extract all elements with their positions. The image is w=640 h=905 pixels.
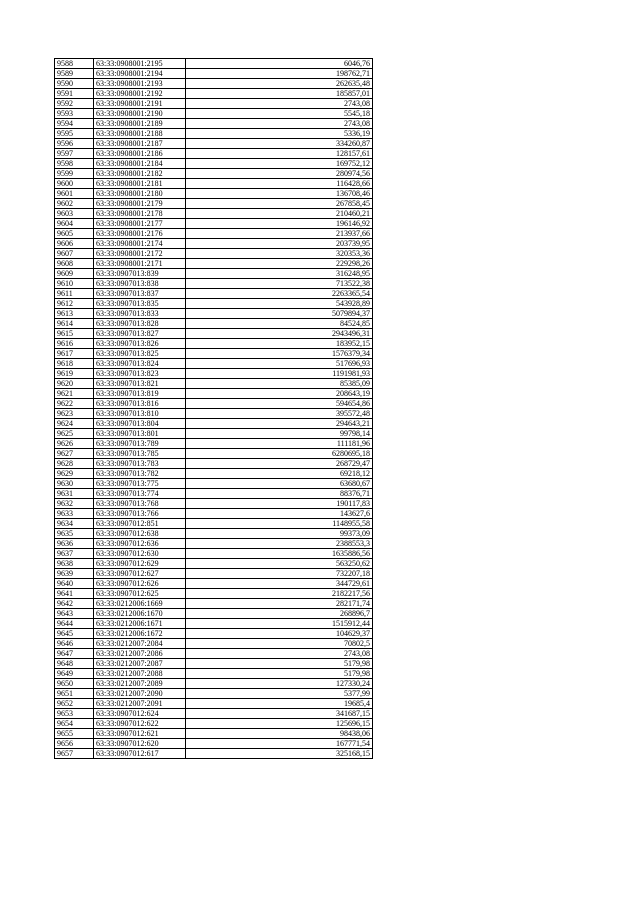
row-number: 9603 — [55, 209, 94, 219]
cadastral-value: 111181,96 — [186, 439, 373, 449]
cadastral-value: 183952,15 — [186, 339, 373, 349]
table-row — [55, 349, 373, 359]
table-row — [55, 189, 373, 199]
table-row — [55, 109, 373, 119]
cadastral-value: 19685,4 — [186, 699, 373, 709]
cadastral-value: 6046,76 — [186, 59, 373, 69]
table-row — [55, 129, 373, 139]
table-row — [55, 209, 373, 219]
cadastral-number: 63:33:0907013:826 — [94, 339, 186, 349]
row-number: 9651 — [55, 689, 94, 699]
table-row — [55, 689, 373, 699]
table-row — [55, 629, 373, 639]
cadastral-value: 1515912,44 — [186, 619, 373, 629]
row-number: 9625 — [55, 429, 94, 439]
cadastral-number: 63:33:0907013:835 — [94, 299, 186, 309]
cadastral-value: 732207,18 — [186, 569, 373, 579]
table-row — [55, 59, 373, 69]
cadastral-value: 320353,36 — [186, 249, 373, 259]
cadastral-value: 1148955,58 — [186, 519, 373, 529]
cadastral-number: 63:33:0908001:2179 — [94, 199, 186, 209]
row-number: 9623 — [55, 409, 94, 419]
cadastral-number: 63:33:0212007:2090 — [94, 689, 186, 699]
table-row — [55, 369, 373, 379]
row-number: 9648 — [55, 659, 94, 669]
cadastral-value: 2182217,56 — [186, 589, 373, 599]
cadastral-value: 1635886,56 — [186, 549, 373, 559]
row-number: 9613 — [55, 309, 94, 319]
cadastral-number: 63:33:0907013:789 — [94, 439, 186, 449]
row-number: 9599 — [55, 169, 94, 179]
row-number: 9638 — [55, 559, 94, 569]
row-number: 9644 — [55, 619, 94, 629]
cadastral-value-table — [54, 58, 373, 759]
table-row — [55, 569, 373, 579]
cadastral-number: 63:33:0908001:2172 — [94, 249, 186, 259]
row-number: 9610 — [55, 279, 94, 289]
table-row — [55, 89, 373, 99]
row-number: 9614 — [55, 319, 94, 329]
cadastral-value: 5545,18 — [186, 109, 373, 119]
cadastral-value: 99373,09 — [186, 529, 373, 539]
cadastral-number: 63:33:0908001:2182 — [94, 169, 186, 179]
cadastral-value: 125696,15 — [186, 719, 373, 729]
table-row — [55, 249, 373, 259]
table-row — [55, 329, 373, 339]
cadastral-number: 63:33:0907012:622 — [94, 719, 186, 729]
table-row — [55, 719, 373, 729]
cadastral-number: 63:33:0907013:801 — [94, 429, 186, 439]
cadastral-value: 282171,74 — [186, 599, 373, 609]
cadastral-value: 116428,66 — [186, 179, 373, 189]
table-row — [55, 259, 373, 269]
cadastral-number: 63:33:0907013:823 — [94, 369, 186, 379]
cadastral-number: 63:33:0908001:2184 — [94, 159, 186, 169]
table-row — [55, 139, 373, 149]
cadastral-value: 128157,61 — [186, 149, 373, 159]
cadastral-number: 63:33:0907012:626 — [94, 579, 186, 589]
cadastral-value: 2388553,3 — [186, 539, 373, 549]
table-row — [55, 309, 373, 319]
row-number: 9627 — [55, 449, 94, 459]
table-row — [55, 709, 373, 719]
cadastral-number: 63:33:0907013:810 — [94, 409, 186, 419]
row-number: 9604 — [55, 219, 94, 229]
row-number: 9654 — [55, 719, 94, 729]
cadastral-number: 63:33:0908001:2192 — [94, 89, 186, 99]
cadastral-number: 63:33:0908001:2171 — [94, 259, 186, 269]
row-number: 9593 — [55, 109, 94, 119]
row-number: 9632 — [55, 499, 94, 509]
table-row — [55, 729, 373, 739]
cadastral-value: 262635,48 — [186, 79, 373, 89]
cadastral-number: 63:33:0907013:828 — [94, 319, 186, 329]
cadastral-value: 213937,66 — [186, 229, 373, 239]
cadastral-number: 63:33:0212006:1671 — [94, 619, 186, 629]
table-row — [55, 609, 373, 619]
table-row — [55, 579, 373, 589]
cadastral-value: 517696,93 — [186, 359, 373, 369]
row-number: 9609 — [55, 269, 94, 279]
cadastral-value: 88376,71 — [186, 489, 373, 499]
table-row — [55, 479, 373, 489]
table-row — [55, 739, 373, 749]
table-row — [55, 219, 373, 229]
cadastral-number: 63:33:0907013:766 — [94, 509, 186, 519]
row-number: 9606 — [55, 239, 94, 249]
table-row — [55, 659, 373, 669]
cadastral-value: 594654,86 — [186, 399, 373, 409]
row-number: 9626 — [55, 439, 94, 449]
row-number: 9612 — [55, 299, 94, 309]
table-row — [55, 79, 373, 89]
cadastral-number: 63:33:0908001:2188 — [94, 129, 186, 139]
cadastral-value: 316248,95 — [186, 269, 373, 279]
cadastral-number: 63:33:0907012:620 — [94, 739, 186, 749]
row-number: 9590 — [55, 79, 94, 89]
row-number: 9647 — [55, 649, 94, 659]
cadastral-value: 70802,5 — [186, 639, 373, 649]
cadastral-number: 63:33:0212006:1670 — [94, 609, 186, 619]
cadastral-value: 196146,92 — [186, 219, 373, 229]
table-row — [55, 379, 373, 389]
table-row — [55, 99, 373, 109]
cadastral-value: 5079894,37 — [186, 309, 373, 319]
table-row — [55, 499, 373, 509]
cadastral-number: 63:33:0907013:833 — [94, 309, 186, 319]
cadastral-value: 268729,47 — [186, 459, 373, 469]
row-number: 9630 — [55, 479, 94, 489]
row-number: 9615 — [55, 329, 94, 339]
cadastral-number: 63:33:0212007:2091 — [94, 699, 186, 709]
cadastral-number: 63:33:0907012:638 — [94, 529, 186, 539]
cadastral-value: 185857,01 — [186, 89, 373, 99]
table-row — [55, 699, 373, 709]
cadastral-value: 294643,21 — [186, 419, 373, 429]
row-number: 9588 — [55, 59, 94, 69]
row-number: 9602 — [55, 199, 94, 209]
cadastral-value: 2943496,31 — [186, 329, 373, 339]
cadastral-number: 63:33:0907013:768 — [94, 499, 186, 509]
cadastral-value: 84524,85 — [186, 319, 373, 329]
cadastral-value: 2743,08 — [186, 649, 373, 659]
cadastral-value: 98438,06 — [186, 729, 373, 739]
cadastral-number: 63:33:0907012:624 — [94, 709, 186, 719]
cadastral-number: 63:33:0907013:827 — [94, 329, 186, 339]
cadastral-number: 63:33:0907013:775 — [94, 479, 186, 489]
cadastral-value: 63680,67 — [186, 479, 373, 489]
table-body — [55, 59, 373, 759]
cadastral-value: 99798,14 — [186, 429, 373, 439]
cadastral-number: 63:33:0907012:627 — [94, 569, 186, 579]
cadastral-value: 69218,12 — [186, 469, 373, 479]
table-row — [55, 419, 373, 429]
cadastral-number: 63:33:0907013:838 — [94, 279, 186, 289]
cadastral-value: 5179,98 — [186, 659, 373, 669]
cadastral-number: 63:33:0907013:783 — [94, 459, 186, 469]
cadastral-number: 63:33:0907012:617 — [94, 749, 186, 759]
table-row — [55, 749, 373, 759]
table-row — [55, 459, 373, 469]
row-number: 9650 — [55, 679, 94, 689]
row-number: 9653 — [55, 709, 94, 719]
cadastral-number: 63:33:0907013:785 — [94, 449, 186, 459]
row-number: 9619 — [55, 369, 94, 379]
cadastral-value: 543928,89 — [186, 299, 373, 309]
cadastral-value: 344729,61 — [186, 579, 373, 589]
cadastral-number: 63:33:0212007:2089 — [94, 679, 186, 689]
cadastral-number: 63:33:0212007:2087 — [94, 659, 186, 669]
table-row — [55, 519, 373, 529]
cadastral-value: 2743,08 — [186, 119, 373, 129]
cadastral-value: 267858,45 — [186, 199, 373, 209]
row-number: 9591 — [55, 89, 94, 99]
cadastral-number: 63:33:0907013:825 — [94, 349, 186, 359]
table-row — [55, 429, 373, 439]
cadastral-value: 341687,15 — [186, 709, 373, 719]
cadastral-value: 210460,21 — [186, 209, 373, 219]
table-row — [55, 119, 373, 129]
table-row — [55, 199, 373, 209]
cadastral-value: 208643,19 — [186, 389, 373, 399]
row-number: 9636 — [55, 539, 94, 549]
row-number: 9639 — [55, 569, 94, 579]
cadastral-number: 63:33:0908001:2181 — [94, 179, 186, 189]
cadastral-number: 63:33:0907012:621 — [94, 729, 186, 739]
cadastral-value: 1191981,93 — [186, 369, 373, 379]
row-number: 9643 — [55, 609, 94, 619]
row-number: 9608 — [55, 259, 94, 269]
table-row — [55, 589, 373, 599]
table-row — [55, 269, 373, 279]
cadastral-number: 63:33:0907013:821 — [94, 379, 186, 389]
cadastral-value: 6280695,18 — [186, 449, 373, 459]
row-number: 9589 — [55, 69, 94, 79]
table-row — [55, 159, 373, 169]
cadastral-number: 63:33:0908001:2174 — [94, 239, 186, 249]
cadastral-number: 63:33:0907012:629 — [94, 559, 186, 569]
cadastral-number: 63:33:0908001:2187 — [94, 139, 186, 149]
cadastral-number: 63:33:0907012:851 — [94, 519, 186, 529]
table-row — [55, 179, 373, 189]
cadastral-value: 104629,37 — [186, 629, 373, 639]
cadastral-value: 280974,56 — [186, 169, 373, 179]
table-row — [55, 299, 373, 309]
row-number: 9596 — [55, 139, 94, 149]
cadastral-number: 63:33:0907012:636 — [94, 539, 186, 549]
cadastral-number: 63:33:0908001:2195 — [94, 59, 186, 69]
cadastral-number: 63:33:0907013:804 — [94, 419, 186, 429]
cadastral-value: 203739,95 — [186, 239, 373, 249]
table-row — [55, 539, 373, 549]
cadastral-value: 713522,38 — [186, 279, 373, 289]
cadastral-number: 63:33:0212007:2088 — [94, 669, 186, 679]
row-number: 9598 — [55, 159, 94, 169]
cadastral-number: 63:33:0908001:2180 — [94, 189, 186, 199]
table-row — [55, 679, 373, 689]
cadastral-value: 198762,71 — [186, 69, 373, 79]
cadastral-value: 2743,08 — [186, 99, 373, 109]
cadastral-number: 63:33:0908001:2193 — [94, 79, 186, 89]
table-row — [55, 389, 373, 399]
cadastral-number: 63:33:0908001:2186 — [94, 149, 186, 159]
table-row — [55, 239, 373, 249]
row-number: 9649 — [55, 669, 94, 679]
table-row — [55, 559, 373, 569]
cadastral-number: 63:33:0907013:819 — [94, 389, 186, 399]
table-row — [55, 319, 373, 329]
table-row — [55, 599, 373, 609]
cadastral-number: 63:33:0907013:782 — [94, 469, 186, 479]
cadastral-value: 169752,12 — [186, 159, 373, 169]
cadastral-value: 268896,7 — [186, 609, 373, 619]
row-number: 9637 — [55, 549, 94, 559]
row-number: 9597 — [55, 149, 94, 159]
cadastral-number: 63:33:0907013:839 — [94, 269, 186, 279]
table-row — [55, 279, 373, 289]
row-number: 9641 — [55, 589, 94, 599]
table-row — [55, 229, 373, 239]
row-number: 9640 — [55, 579, 94, 589]
cadastral-value: 334260,87 — [186, 139, 373, 149]
row-number: 9620 — [55, 379, 94, 389]
table-row — [55, 439, 373, 449]
cadastral-value: 395572,48 — [186, 409, 373, 419]
cadastral-number: 63:33:0212007:2086 — [94, 649, 186, 659]
cadastral-number: 63:33:0908001:2190 — [94, 109, 186, 119]
cadastral-number: 63:33:0908001:2178 — [94, 209, 186, 219]
row-number: 9605 — [55, 229, 94, 239]
table-row — [55, 529, 373, 539]
row-number: 9617 — [55, 349, 94, 359]
cadastral-value: 1576379,34 — [186, 349, 373, 359]
table-row — [55, 669, 373, 679]
cadastral-value: 5336,19 — [186, 129, 373, 139]
table-row — [55, 469, 373, 479]
row-number: 9646 — [55, 639, 94, 649]
cadastral-value: 325168,15 — [186, 749, 373, 759]
table-row — [55, 619, 373, 629]
cadastral-number: 63:33:0907013:816 — [94, 399, 186, 409]
cadastral-number: 63:33:0908001:2177 — [94, 219, 186, 229]
cadastral-number: 63:33:0908001:2189 — [94, 119, 186, 129]
cadastral-value: 2263365,54 — [186, 289, 373, 299]
row-number: 9635 — [55, 529, 94, 539]
cadastral-value: 5377,99 — [186, 689, 373, 699]
cadastral-number: 63:33:0907013:774 — [94, 489, 186, 499]
table-row — [55, 399, 373, 409]
table-row — [55, 339, 373, 349]
row-number: 9600 — [55, 179, 94, 189]
row-number: 9628 — [55, 459, 94, 469]
row-number: 9595 — [55, 129, 94, 139]
table-row — [55, 409, 373, 419]
cadastral-number: 63:33:0907012:630 — [94, 549, 186, 559]
row-number: 9611 — [55, 289, 94, 299]
cadastral-value: 229298,26 — [186, 259, 373, 269]
cadastral-value: 190117,83 — [186, 499, 373, 509]
row-number: 9618 — [55, 359, 94, 369]
cadastral-value: 85385,09 — [186, 379, 373, 389]
row-number: 9631 — [55, 489, 94, 499]
row-number: 9629 — [55, 469, 94, 479]
table-row — [55, 69, 373, 79]
row-number: 9634 — [55, 519, 94, 529]
row-number: 9621 — [55, 389, 94, 399]
cadastral-value: 5179,98 — [186, 669, 373, 679]
row-number: 9622 — [55, 399, 94, 409]
row-number: 9624 — [55, 419, 94, 429]
row-number: 9616 — [55, 339, 94, 349]
cadastral-number: 63:33:0908001:2176 — [94, 229, 186, 239]
row-number: 9594 — [55, 119, 94, 129]
table-row — [55, 649, 373, 659]
row-number: 9657 — [55, 749, 94, 759]
row-number: 9642 — [55, 599, 94, 609]
row-number: 9656 — [55, 739, 94, 749]
table-row — [55, 289, 373, 299]
cadastral-number: 63:33:0907013:837 — [94, 289, 186, 299]
cadastral-number: 63:33:0908001:2194 — [94, 69, 186, 79]
row-number: 9652 — [55, 699, 94, 709]
table-row — [55, 149, 373, 159]
table-row — [55, 639, 373, 649]
cadastral-value: 127330,24 — [186, 679, 373, 689]
cadastral-number: 63:33:0908001:2191 — [94, 99, 186, 109]
table-row — [55, 449, 373, 459]
cadastral-number: 63:33:0907013:824 — [94, 359, 186, 369]
table-row — [55, 169, 373, 179]
table-row — [55, 509, 373, 519]
table-row — [55, 359, 373, 369]
table-row — [55, 489, 373, 499]
cadastral-value: 563250,62 — [186, 559, 373, 569]
cadastral-number: 63:33:0212007:2084 — [94, 639, 186, 649]
cadastral-value: 167771,54 — [186, 739, 373, 749]
row-number: 9601 — [55, 189, 94, 199]
table-row — [55, 549, 373, 559]
row-number: 9645 — [55, 629, 94, 639]
cadastral-value: 136708,46 — [186, 189, 373, 199]
row-number: 9655 — [55, 729, 94, 739]
cadastral-value: 143627,6 — [186, 509, 373, 519]
cadastral-number: 63:33:0212006:1672 — [94, 629, 186, 639]
row-number: 9607 — [55, 249, 94, 259]
cadastral-number: 63:33:0212006:1669 — [94, 599, 186, 609]
cadastral-number: 63:33:0907012:625 — [94, 589, 186, 599]
row-number: 9592 — [55, 99, 94, 109]
row-number: 9633 — [55, 509, 94, 519]
